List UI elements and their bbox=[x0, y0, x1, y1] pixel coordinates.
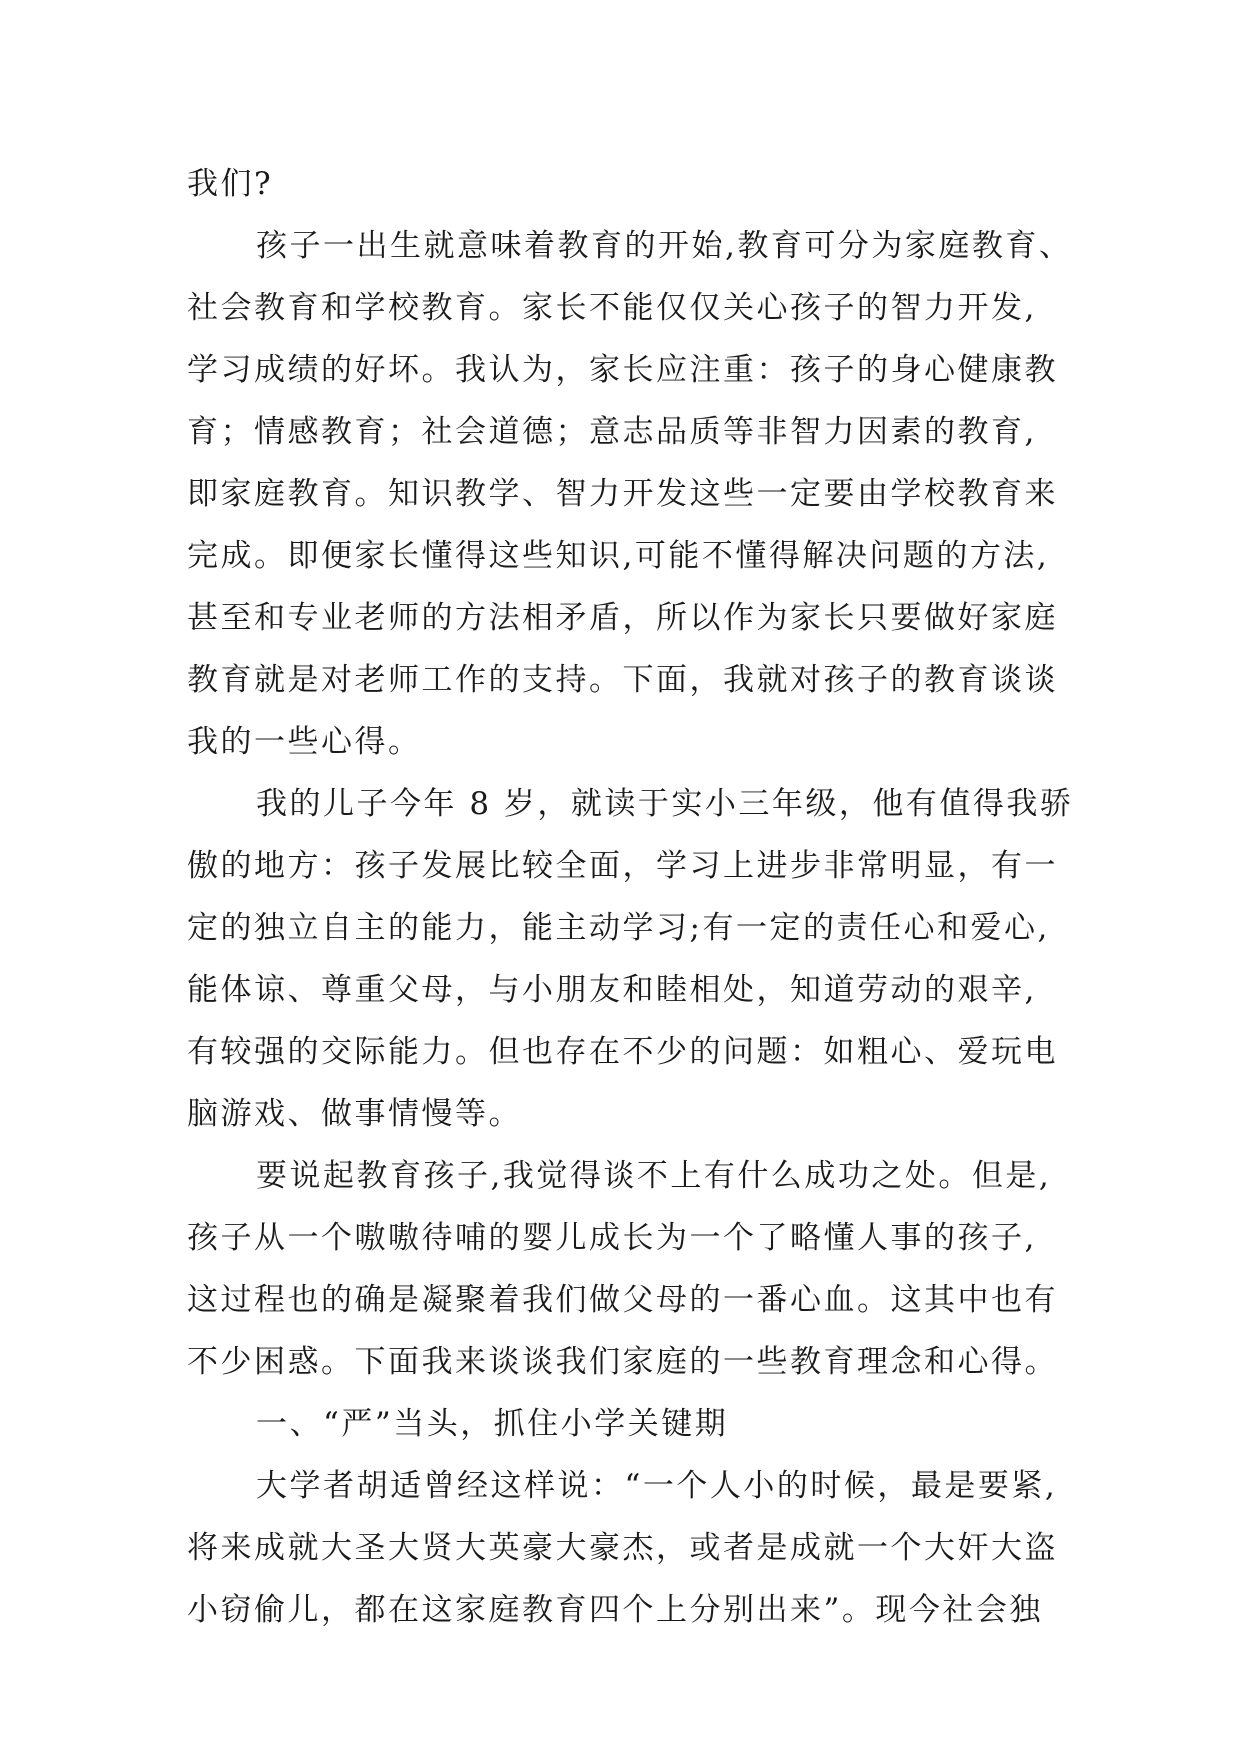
text-line: 大学者胡适曾经这样说：“一个人小的时候，最是要紧, bbox=[256, 1468, 1058, 1504]
text-line: 有较强的交际能力。但也存在不少的问题：如粗心、爱玩电 bbox=[187, 1034, 1058, 1070]
text-line: 完成。即便家长懂得这些知识,可能不懂得解决问题的方法, bbox=[187, 538, 1050, 574]
text-line: 将来成就大圣大贤大英豪大豪杰，或者是成就一个大奸大盗 bbox=[187, 1530, 1058, 1566]
text-line: 孩子一出生就意味着教育的开始,教育可分为家庭教育、 bbox=[256, 228, 1073, 264]
text-line: 能体谅、尊重父母，与小朋友和睦相处，知道劳动的艰辛, bbox=[187, 972, 1037, 1008]
text-line: 即家庭教育。知识教学、智力开发这些一定要由学校教育来 bbox=[187, 476, 1058, 512]
text-line: 要说起教育孩子,我觉得谈不上有什么成功之处。但是, bbox=[256, 1158, 1052, 1194]
text-line: 小窃偷儿，都在这家庭教育四个上分别出来”。现今社会独 bbox=[187, 1592, 1043, 1628]
text-line: 我的一些心得。 bbox=[187, 724, 422, 760]
text-line: 育；情感教育；社会道德；意志品质等非智力因素的教育, bbox=[187, 414, 1037, 450]
text-line: 傲的地方：孩子发展比较全面，学习上进步非常明显，有一 bbox=[187, 848, 1058, 884]
text-line: 教育就是对老师工作的支持。下面，我就对孩子的教育谈谈 bbox=[187, 662, 1058, 698]
text-line: 我的儿子今年 8 岁，就读于实小三年级，他有值得我骄 bbox=[256, 786, 1074, 822]
text-line: 孩子从一个嗷嗷待哺的婴儿成长为一个了略懂人事的孩子, bbox=[187, 1220, 1037, 1256]
section-heading: 一、“严”当头，抓住小学关键期 bbox=[256, 1406, 729, 1442]
text-line: 定的独立自主的能力，能主动学习;有一定的责任心和爱心, bbox=[187, 910, 1050, 946]
text-line: 脑游戏、做事情慢等。 bbox=[187, 1096, 522, 1132]
text-line: 不少困惑。下面我来谈谈我们家庭的一些教育理念和心得。 bbox=[187, 1344, 1058, 1380]
text-line: 社会教育和学校教育。家长不能仅仅关心孩子的智力开发, bbox=[187, 290, 1037, 326]
text-line: 甚至和专业老师的方法相矛盾，所以作为家长只要做好家庭 bbox=[187, 600, 1058, 636]
text-line: 学习成绩的好坏。我认为，家长应注重：孩子的身心健康教 bbox=[187, 352, 1058, 388]
text-line: 我们? bbox=[187, 166, 274, 202]
text-line: 这过程也的确是凝聚着我们做父母的一番心血。这其中也有 bbox=[187, 1282, 1058, 1318]
